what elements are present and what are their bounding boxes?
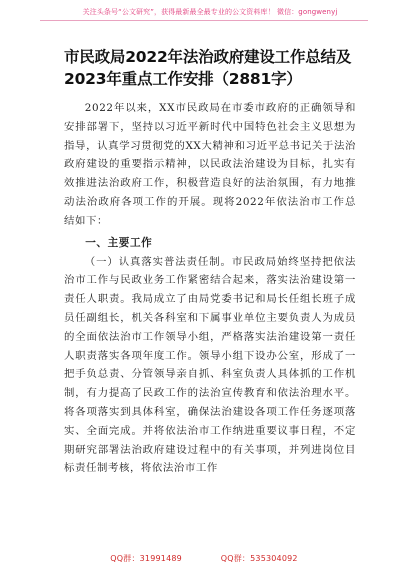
document-body	[64, 99, 356, 478]
document-title: 市民政局2022年法治政府建设工作总结及2023年重点工作安排（2881字）	[64, 48, 352, 88]
header-divider	[40, 20, 368, 21]
body-paragraph: 2022年以来，XX市民政局在市委市政府的正确领导和安排部署下，坚持以习近平新时代中国特色社会主义思想为指导，认真学习贯彻党的XX大精神和习近平总书记关于法治政府建设的重要指示精神，以民政法治建设为目标，扎实有效推进法治政府工作，积极营造良好的法治氛围，有力地推动法治政府各项工作的开展。现将2022年依法治市工作总结如下：	[64, 102, 356, 227]
footer-qq-group-1: QQ群：31991489	[110, 554, 182, 563]
footer	[0, 553, 408, 564]
body-paragraph: （一）认真落实普法责任制。市民政局始终坚持把依法治市工作与民政业务工作紧密结合起来，落实法治建设第一责任人职责。我局成立了由局党委书记和局长任组长班子成员任副组长，机关各科室和下属事业单位主要负责人为成员的全面依法治市工作领导小组，严格落实法治建设第一责任人职责落实各项年度工作。领导小组下设办公室，形成了一把手负总责、分管领导亲自抓、科室负责人具体抓的工作机制，有力提高了民政工作的法治宣传教育和依法治理水平。将各项落实到具体科室，确保法治建设各项工作任务逐项落实、全面完成。并将依法治市工作纳进重要议事日程，不定期研究部署法治政府建设过程中的有关事项，并列进岗位目标责任制考核，将依法治市工作	[64, 255, 356, 475]
footer-qq-group-2: QQ群：535304092	[220, 554, 298, 563]
header-banner: 关注头条号“公文研究”，获得最新最全最专业的公文资料库！ 微信：gongwenyj	[82, 8, 338, 16]
section-heading: 一、主要工作	[85, 236, 153, 249]
